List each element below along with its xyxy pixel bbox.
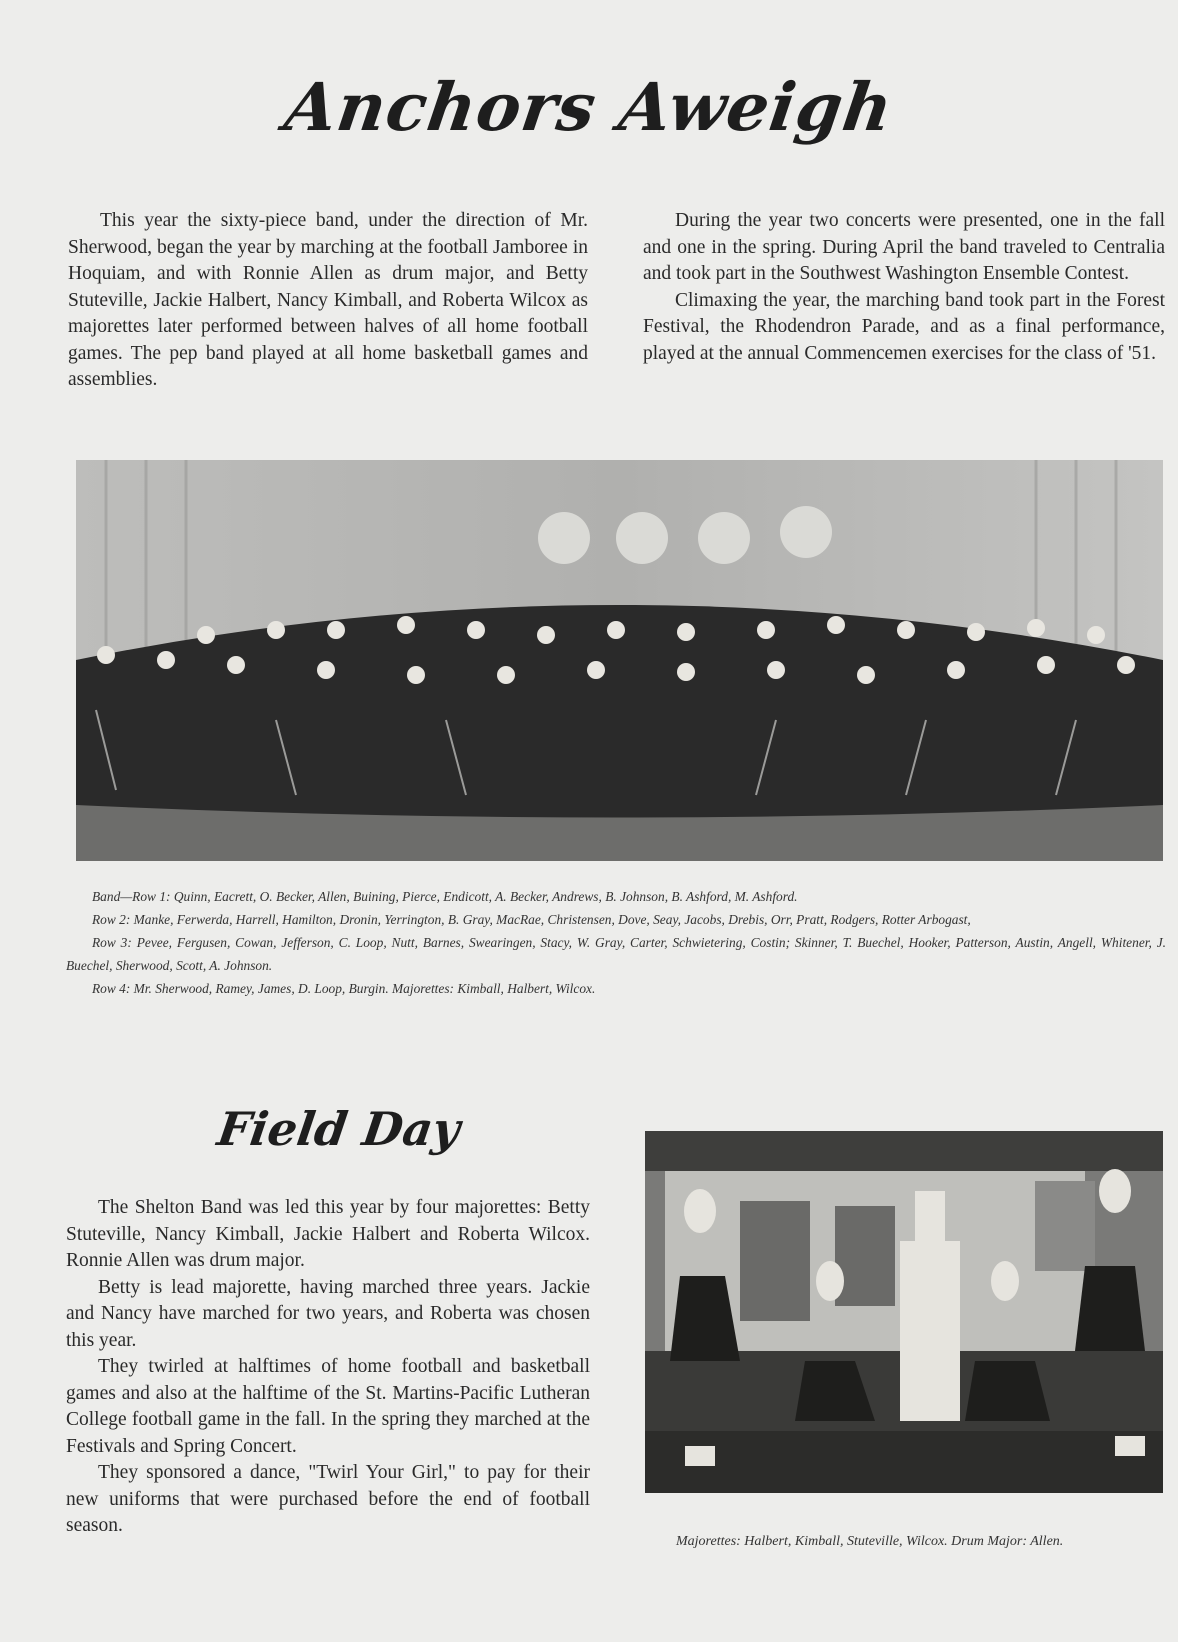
band-group-photo [76, 460, 1163, 861]
caption-row: Band—Row 1: Quinn, Eacrett, O. Becker, Allen, Buining, Pierce, Endicott, A. Becker, Andrews, B. Johnson, B. Ashford, M. Ashford. [92, 889, 798, 904]
field-day-paragraph: The Shelton Band was led this year by four majorettes: Betty Stuteville, Nancy Kimball, Jackie Halbert and Roberta Wilcox. Ronnie Allen was drum major. [66, 1197, 590, 1271]
intro-left-column [68, 208, 588, 394]
intro-paragraph: During the year two concerts were presented, one in the fall and one in the spring. During April the band traveled to Centralia and took part in the Southwest Washington Ensemble Contest. [643, 210, 1165, 284]
caption-row: Row 2: Manke, Ferwerda, Harrell, Hamilton, Dronin, Yerrington, B. Gray, MacRae, Christensen, Dove, Seay, Jacobs, Drebis, Orr, Pratt, Rodgers, Rotter Arbogast, [92, 912, 971, 927]
majorettes-photo [645, 1131, 1163, 1493]
field-day-paragraph: They twirled at halftimes of home football and basketball games and also at the halftime of the St. Martins-Pacific Lutheran College football game in the fall. In the spring they marched at the Festivals and Spring Concert. [66, 1356, 590, 1457]
intro-right-column [643, 208, 1165, 367]
intro-paragraph: This year the sixty-piece band, under the direction of Mr. Sherwood, began the year by marching at the football Jamboree in Hoquiam, and with Ronnie Allen as drum major, and Betty Stuteville, Jackie Halbert, Nancy Kimball, and Roberta Wilcox as majorettes later performed between halves of all home football games. The pep band played at all home basketball games and assemblies. [68, 210, 588, 390]
intro-paragraph: Climaxing the year, the marching band took part in the Forest Festival, the Rhodendron Parade, and as a final performance, played at the annual Commencemen exercises for the class of '51. [643, 289, 1165, 364]
caption-row: Row 3: Pevee, Fergusen, Cowan, Jefferson, C. Loop, Nutt, Barnes, Swearingen, Stacy, W. Gray, Carter, Schwietering, Costin; Skinner, T. Buechel, Hooker, Patterson, Austin, Angell, Whitener, J. Buechel, Sherwood, Scott, A. Johnson. [66, 935, 1166, 973]
field-day-paragraph: They sponsored a dance, "Twirl Your Girl," to pay for their new uniforms that were purchased before the end of football season. [66, 1462, 590, 1536]
band-caption [66, 885, 1166, 1000]
field-day-column [66, 1195, 590, 1540]
field-day-paragraph: Betty is lead majorette, having marched three years. Jackie and Nancy have marched for two years, and Roberta was chosen this year. [66, 1276, 590, 1351]
caption-row: Row 4: Mr. Sherwood, Ramey, James, D. Loop, Burgin. Majorettes: Kimball, Halbert, Wilcox. [92, 981, 596, 996]
page-title: Anchors Aweigh [280, 68, 898, 146]
majorettes-caption-text: Majorettes: Halbert, Kimball, Stuteville, Wilcox. Drum Major: Allen. [676, 1534, 1064, 1549]
majorettes-caption [648, 1530, 1162, 1553]
section-title: Field Day [214, 1102, 464, 1156]
